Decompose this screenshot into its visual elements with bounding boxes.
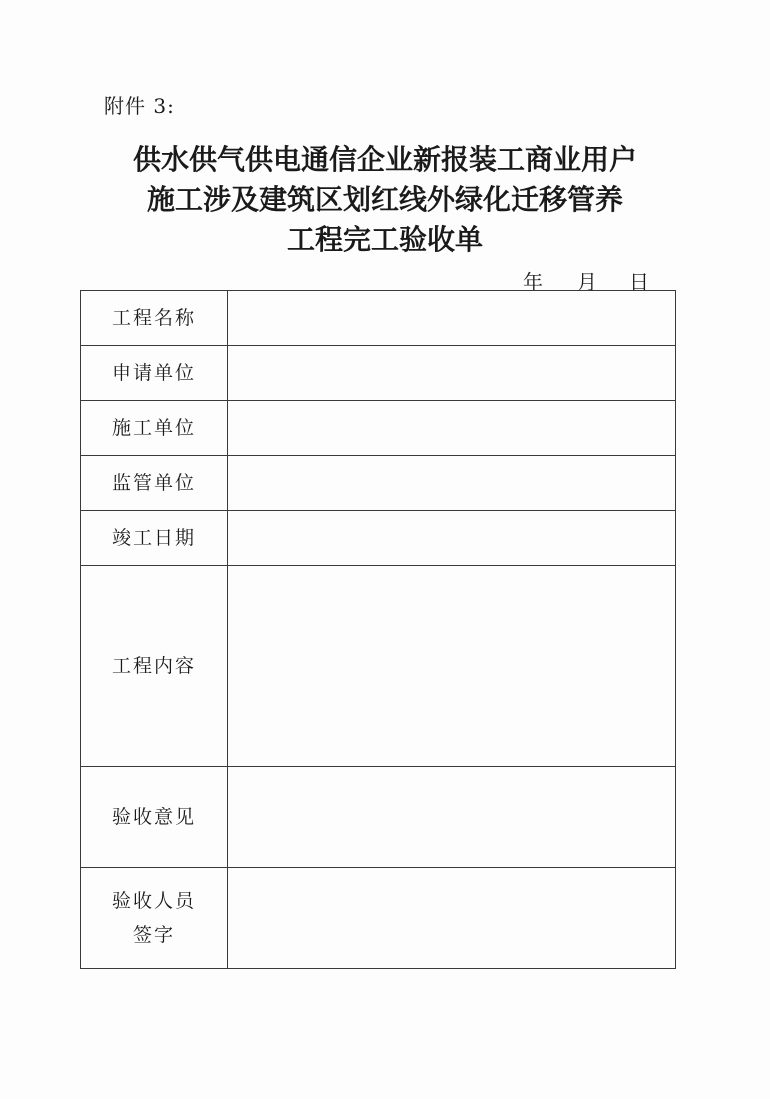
project-content-field[interactable] bbox=[228, 566, 676, 767]
acceptance-form-table bbox=[80, 290, 676, 969]
table-row bbox=[81, 401, 676, 456]
title-line-3: 工程完工验收单 bbox=[286, 223, 483, 256]
document-title bbox=[0, 140, 770, 260]
project-content-label: 工程内容 bbox=[81, 566, 228, 767]
signature-field[interactable] bbox=[228, 868, 676, 969]
table-row bbox=[81, 456, 676, 511]
supervisor-field[interactable] bbox=[228, 456, 676, 511]
contractor-label: 施工单位 bbox=[81, 401, 228, 456]
project-name-field[interactable] bbox=[228, 291, 676, 346]
contractor-field[interactable] bbox=[228, 401, 676, 456]
signature-label bbox=[81, 868, 228, 969]
supervisor-label: 监管单位 bbox=[81, 456, 228, 511]
signature-label-line-1: 验收人员 bbox=[111, 890, 196, 912]
date-year-label: 年 bbox=[523, 270, 543, 294]
table-row bbox=[81, 767, 676, 868]
acceptance-opinion-label: 验收意见 bbox=[81, 767, 228, 868]
attachment-label: 附件 3: bbox=[104, 94, 175, 118]
date-month-label: 月 bbox=[577, 270, 597, 294]
title-line-1: 供水供气供电通信企业新报装工商业用户 bbox=[132, 143, 637, 176]
table-row bbox=[81, 511, 676, 566]
title-line-2: 施工涉及建筑区划红线外绿化迁移管养 bbox=[146, 183, 623, 216]
applicant-label: 申请单位 bbox=[81, 346, 228, 401]
acceptance-opinion-field[interactable] bbox=[228, 767, 676, 868]
completion-date-field[interactable] bbox=[228, 511, 676, 566]
table-row bbox=[81, 291, 676, 346]
table-row bbox=[81, 346, 676, 401]
table-row bbox=[81, 868, 676, 969]
signature-label-line-2: 签字 bbox=[132, 924, 175, 946]
applicant-field[interactable] bbox=[228, 346, 676, 401]
completion-date-label: 竣工日期 bbox=[81, 511, 228, 566]
date-day-label: 日 bbox=[629, 270, 649, 294]
table-row bbox=[81, 566, 676, 767]
project-name-label: 工程名称 bbox=[81, 291, 228, 346]
